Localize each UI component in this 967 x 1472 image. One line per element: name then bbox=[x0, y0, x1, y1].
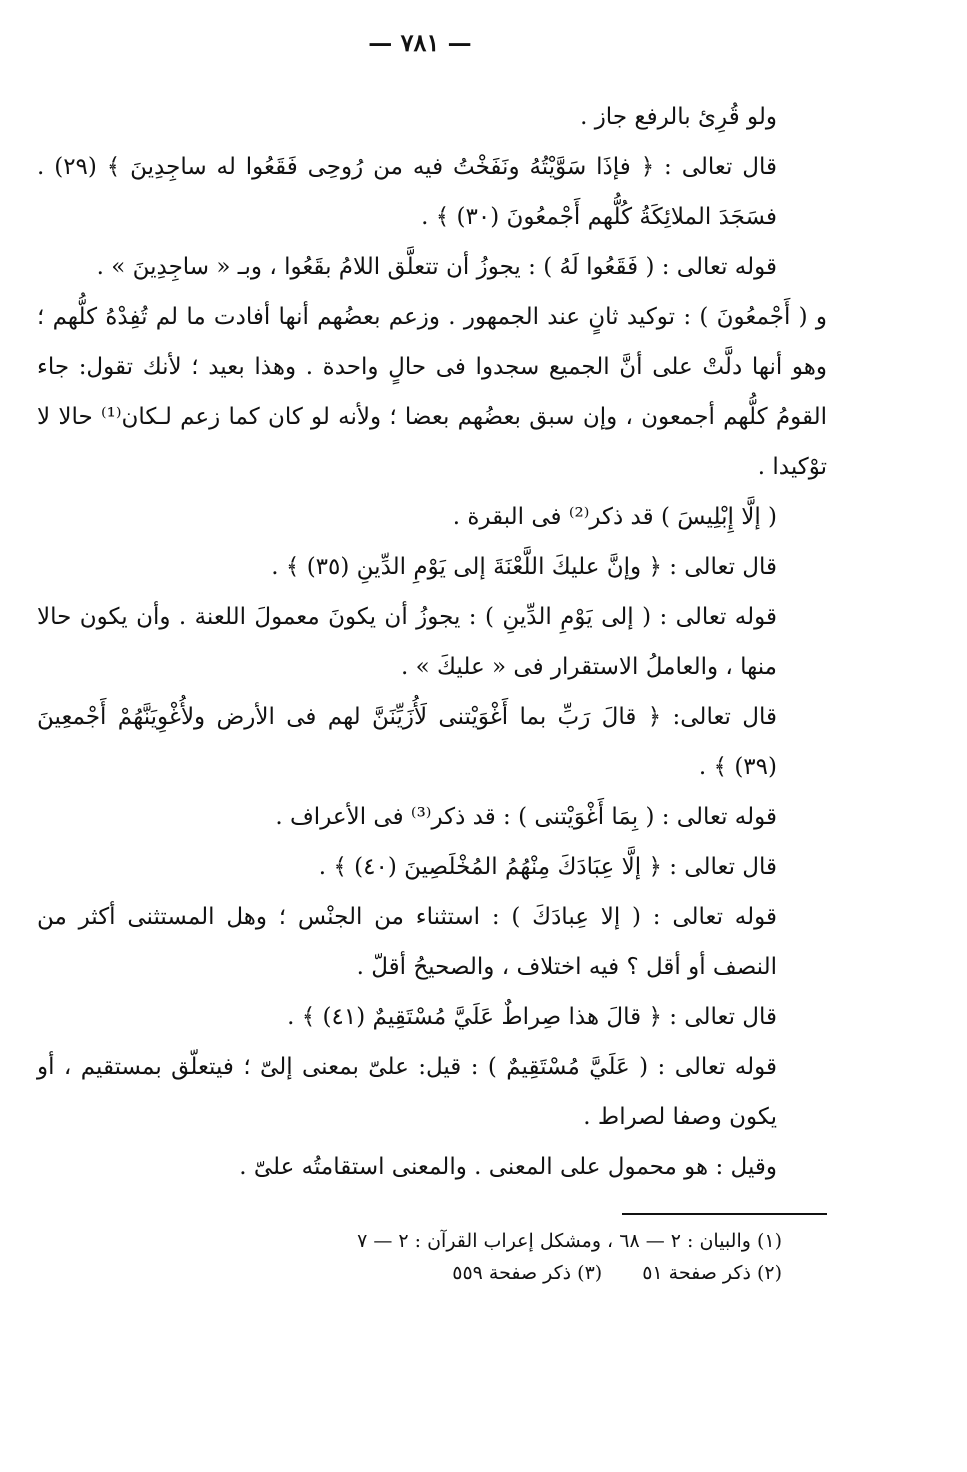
paragraph-13: قوله تعالى : ( عَلَيَّ مُسْتَقِيمٌ ) : قيل: علىّ بمعنى إلىّ ؛ فيتعلّق بمستقيم ، أو يكون وصفا لصراط . bbox=[37, 1054, 777, 1130]
footnote-1: (١) والبيان : ٢ — ٦٨ ، ومشكل إعراب القرآن : ٢ — ٧ bbox=[357, 1230, 782, 1252]
footnote-row-2 bbox=[182, 1257, 782, 1289]
footnote-2: (٢) ذكر صفحة ٥١ bbox=[642, 1262, 782, 1284]
paragraph-8: قال تعالى: ﴿ قالَ رَبِّ بما أَغْوَيْتنى لَأُزَيِّنَنَّ لهم فى الأرض ولأُغْوِيَنَّهُمْ أَجْمعِينَ (٣٩) ﴾ . bbox=[37, 704, 777, 780]
paragraph-4: و ( أَجْمعُونَ ) : توكيد ثانٍ عند الجمهور . وزعم بعضُهم أنها أفادت ما لم تُفِدْهُ كلُّهم ؛ وهو أنها دلَّتْ على أنَّ الجميع سجدوا فى حالٍ واحدة . وهذا بعيد ؛ لأنك تقول: جاء القومُ كلُّهم أجمعون ، وإن سبق بعضُهم بعضا ؛ ولأنه لو كان كما زعم لـكان⁽¹⁾ حالا لا توْكيدا . bbox=[37, 304, 827, 480]
paragraph-5: ( إلَّا إِبْلِيسَ ) قد ذكر⁽²⁾ فى البقرة . bbox=[452, 504, 777, 530]
paragraph-10: قال تعالى : ﴿ إلَّا عِبَادَكَ مِنْهُمُ المُخْلَصِينَ (٤٠) ﴾ . bbox=[318, 854, 777, 880]
footnotes bbox=[182, 1225, 782, 1289]
paragraph-1: ولو قُرِئ بالرفع جاز . bbox=[580, 104, 777, 130]
paragraph-12: قال تعالى : ﴿ قالَ هذا صِراطٌ عَلَيَّ مُسْتَقِيمٌ (٤١) ﴾ . bbox=[287, 1004, 777, 1030]
paragraph-3: قوله تعالى : ( فَقَعُوا لَهُ ) : يجوزُ أن تتعلَّق اللامُ بقَعُوا ، وبـ « ساجِدِينَ » . bbox=[96, 254, 777, 280]
paragraph-7: قوله تعالى : ( إلى يَوْمِ الدِّينِ ) : يجوزُ أن يكونَ معمولَ اللعنة . وأن يكون حالا منها ، والعاملُ الاستقرار فى « عليكَ » . bbox=[37, 604, 777, 680]
paragraph-14: وقيل : هو محمول على المعنى . والمعنى استقامتُه علىّ . bbox=[239, 1154, 777, 1180]
paragraph-11: قوله تعالى : ( إلا عِبادَكَ ) : استثناء من الجنْس ؛ وهل المستثنى أكثر من النصف أو أقل ؟ فيه اختلاف ، والصحيحُ أقلّ . bbox=[37, 904, 777, 980]
main-text bbox=[37, 92, 827, 1192]
paragraph-6: قال تعالى : ﴿ وإنَّ عليكَ اللَّعْنَةَ إلى يَوْمِ الدِّينِ (٣٥) ﴾ . bbox=[271, 554, 777, 580]
footnote-divider bbox=[622, 1213, 827, 1215]
footnote-3: (٣) ذكر صفحة ٥٥٩ bbox=[452, 1262, 603, 1284]
paragraph-9: قوله تعالى : ( بِمَا أَغْوَيْتنى ) : قد ذكر⁽³⁾ فى الأعراف . bbox=[275, 804, 777, 830]
paragraph-2: قال تعالى : ﴿ فإذَا سَوَّيْتُهُ ونَفَخْتُ فيه من رُوحِى فَقَعُوا له ساجِدِينَ ﴾ (٢٩) . فسَجَدَ الملائِكَةُ كُلُّهم أَجْمعُونَ (٣٠) ﴾ . bbox=[37, 154, 777, 230]
page-number: — ٧٨١ — bbox=[368, 28, 472, 57]
